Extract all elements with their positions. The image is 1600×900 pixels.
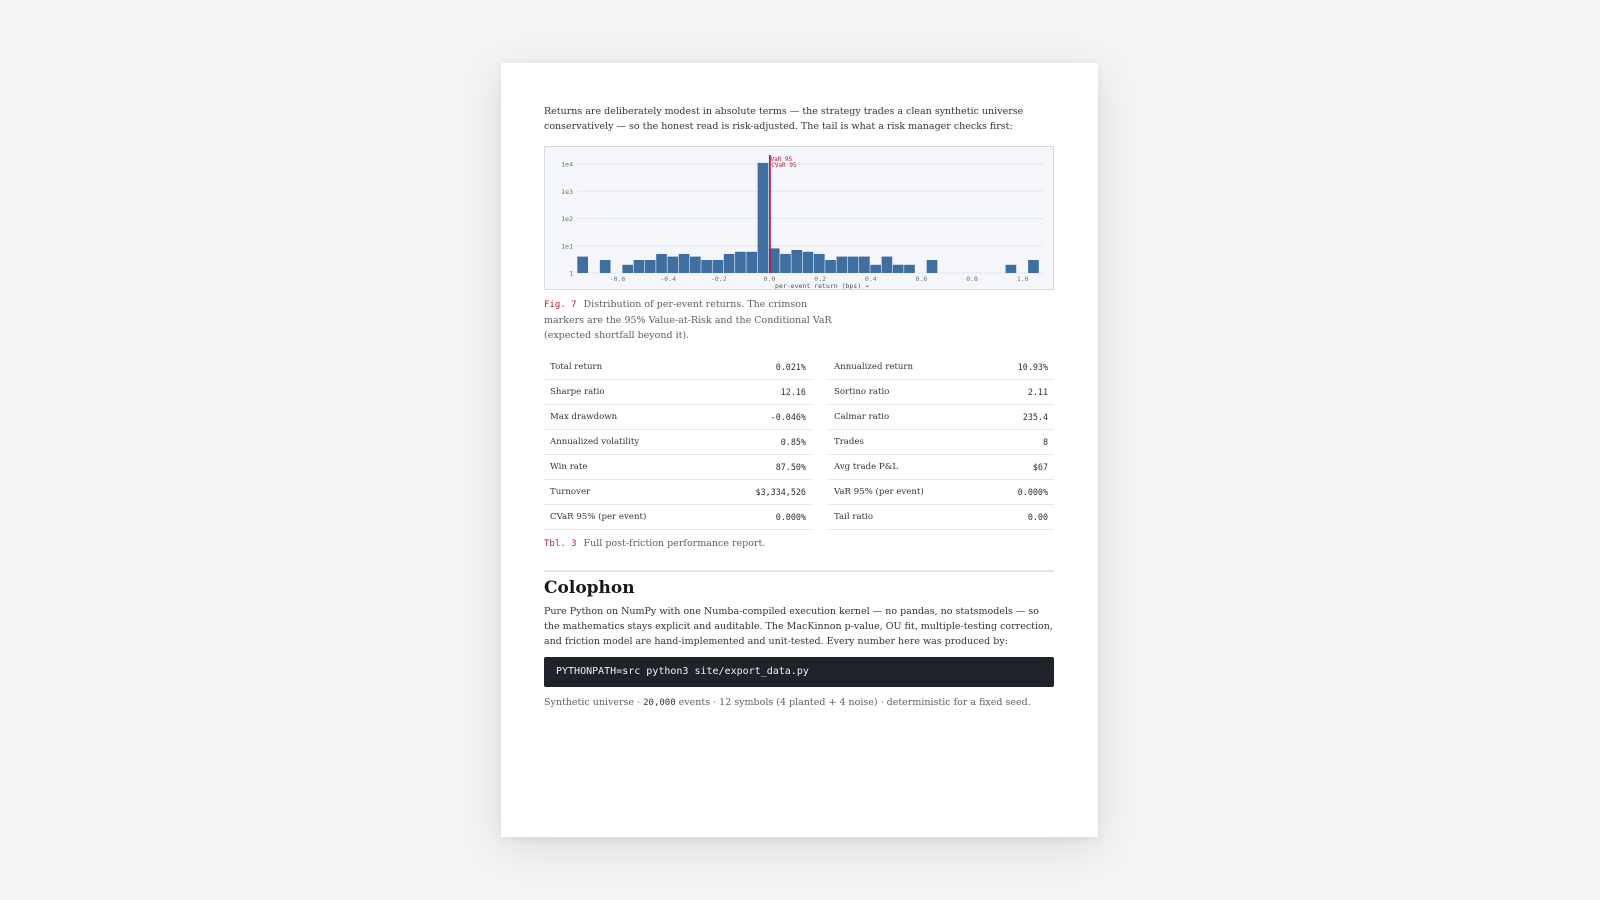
column-gap — [812, 430, 828, 455]
histogram-bar — [1006, 265, 1017, 273]
figure-caption-text: Distribution of per-event returns. The crimson markers are the 95% Value-at-Risk and the Conditional VaR (expected shortfall beyond it). — [544, 299, 832, 341]
footer-middle: events · — [675, 697, 720, 708]
histogram-bar — [927, 260, 938, 273]
metric-label: Sortino ratio — [828, 380, 988, 405]
table-tag: Tbl. 3 — [544, 539, 577, 549]
metric-label: Annualized volatility — [544, 430, 714, 455]
risk-marker-label: CVaR 95 — [771, 162, 797, 169]
histogram-bar — [859, 257, 870, 273]
column-gap — [812, 455, 828, 480]
histogram-bar — [1028, 260, 1039, 273]
figure-tag: Fig. 7 — [544, 300, 577, 310]
histogram-bar — [848, 257, 859, 273]
metric-label: Sharpe ratio — [544, 380, 714, 405]
command-text: PYTHONPATH=src python3 site/export_data.py — [556, 666, 809, 677]
y-tick-label: 1e1 — [561, 242, 573, 251]
x-tick-label: 1.0 — [1016, 275, 1029, 283]
metrics-row — [544, 455, 1054, 480]
metric-label: VaR 95% (per event) — [828, 480, 988, 505]
histogram-bar — [791, 250, 802, 273]
metric-value: $3,334,526 — [714, 480, 812, 505]
metrics-row — [544, 430, 1054, 455]
footer-suffix: symbols (4 planted + 4 noise) · deterministic for a fixed seed. — [731, 697, 1031, 708]
section-divider — [544, 570, 1054, 572]
footer-prefix: Synthetic universe · — [544, 697, 644, 708]
metric-value: 2.11 — [988, 380, 1054, 405]
footer-note — [544, 697, 1054, 708]
metric-label: Win rate — [544, 455, 714, 480]
metric-label: Avg trade P&L — [828, 455, 988, 480]
x-tick-label: -0.6 — [609, 275, 626, 283]
histogram-bar — [814, 254, 825, 273]
footer-events: 20,000 — [643, 698, 676, 708]
histogram-bar — [803, 252, 814, 273]
histogram-bar — [837, 257, 848, 273]
y-tick-label: 1e2 — [561, 215, 573, 223]
metric-value: 0.000% — [988, 480, 1054, 505]
histogram-bar — [577, 257, 588, 273]
histogram-bar — [780, 254, 791, 273]
metric-label: Calmar ratio — [828, 405, 988, 430]
footer-symbols: 12 — [719, 697, 732, 708]
metric-label: Tail ratio — [828, 505, 988, 530]
y-tick-label: 1e3 — [561, 187, 573, 196]
figure-caption — [544, 297, 834, 343]
x-tick-label: -0.4 — [660, 275, 677, 283]
histogram-bar — [870, 265, 881, 273]
x-tick-label: 0.6 — [915, 275, 928, 283]
histogram-bar — [746, 252, 757, 273]
metrics-row — [544, 380, 1054, 405]
page-content — [544, 104, 1054, 708]
metric-label: Turnover — [544, 480, 714, 505]
histogram-bar — [758, 163, 769, 273]
metric-value: 235.4 — [988, 405, 1054, 430]
metric-label: CVaR 95% (per event) — [544, 505, 714, 530]
x-tick-label: 0.0 — [763, 275, 776, 283]
column-gap — [812, 480, 828, 505]
histogram-bar — [600, 260, 611, 273]
histogram-bar — [701, 260, 712, 273]
metric-label: Annualized return — [828, 355, 988, 380]
metric-label: Trades — [828, 430, 988, 455]
returns-histogram — [544, 146, 1054, 290]
table-caption-text: Full post-friction performance report. — [583, 538, 766, 549]
column-gap — [812, 405, 828, 430]
histogram-bar — [634, 260, 645, 273]
table-caption — [544, 538, 1054, 549]
histogram-bar — [825, 260, 836, 273]
y-tick-label: 1 — [569, 269, 573, 278]
column-gap — [812, 380, 828, 405]
histogram-bar — [622, 265, 633, 273]
x-tick-label: 0.4 — [864, 275, 877, 283]
histogram-bar — [690, 257, 701, 273]
metric-value: 87.50% — [714, 455, 812, 480]
metric-label: Max drawdown — [544, 405, 714, 430]
intro-paragraph: Returns are deliberately modest in absolute terms — the strategy trades a clean synthetic universe conservatively — so the honest read is risk-adjusted. The tail is what a risk manager checks first: — [544, 106, 1024, 132]
histogram-bar — [882, 257, 893, 273]
histogram-bar — [713, 260, 724, 273]
histogram-bar — [893, 265, 904, 273]
metrics-row — [544, 405, 1054, 430]
document-page — [501, 63, 1098, 837]
metrics-row — [544, 355, 1054, 380]
metrics-row — [544, 505, 1054, 530]
metric-value: 0.000% — [714, 505, 812, 530]
histogram-svg — [545, 147, 1053, 289]
metric-value: 0.85% — [714, 430, 812, 455]
metric-value: 8 — [988, 430, 1054, 455]
histogram-bar — [667, 257, 678, 273]
x-tick-label: 0.2 — [814, 275, 827, 283]
metric-value: 12.16 — [714, 380, 812, 405]
histogram-bar — [679, 254, 690, 273]
metric-value: -0.046% — [714, 405, 812, 430]
x-tick-label: 0.8 — [966, 275, 978, 283]
histogram-bar — [735, 252, 746, 273]
colophon-body: Pure Python on NumPy with one Numba-compiled execution kernel — no pandas, no statsmodels — so the mathematics stays explicit and auditable. The MacKinnon p-value, OU fit, multiple-testing correction, and friction model are hand-implemented and unit-tested. Every number here was produced by: — [544, 606, 1053, 647]
histogram-bar — [656, 254, 667, 273]
metric-label: Total return — [544, 355, 714, 380]
metrics-row — [544, 480, 1054, 505]
metric-value: 0.021% — [714, 355, 812, 380]
histogram-bar — [724, 254, 735, 273]
metric-value: 10.93% — [988, 355, 1054, 380]
histogram-bar — [645, 260, 656, 273]
y-tick-label: 1e4 — [561, 160, 573, 169]
histogram-bar — [904, 265, 915, 273]
column-gap — [812, 355, 828, 380]
command-code-block[interactable] — [544, 657, 1054, 687]
colophon-heading: Colophon — [544, 578, 635, 598]
metric-value: $67 — [988, 455, 1054, 480]
x-tick-label: -0.2 — [710, 275, 727, 283]
metric-value: 0.00 — [988, 505, 1054, 530]
x-axis-label: per-event return (bps) → — [775, 282, 869, 289]
column-gap — [812, 505, 828, 530]
risk-marker-label: VaR 95 — [770, 156, 793, 163]
metrics-table — [544, 355, 1054, 530]
